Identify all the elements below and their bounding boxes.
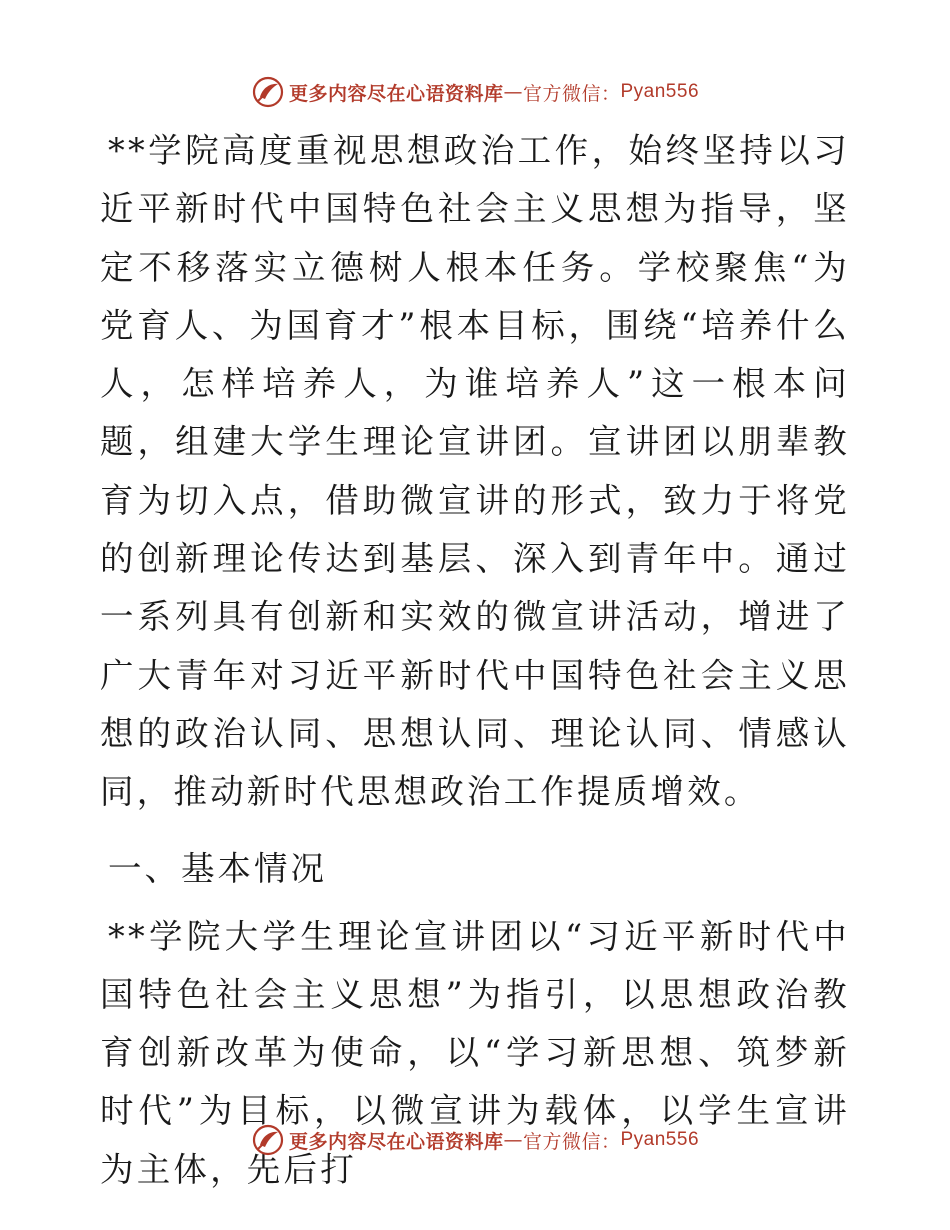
brand-logo-icon xyxy=(251,75,285,109)
document-body xyxy=(100,122,850,1199)
brand-logo-icon xyxy=(251,1123,285,1157)
banner-separator: — xyxy=(503,1129,523,1151)
footer-banner xyxy=(0,1120,950,1160)
banner-brand-text: 更多内容尽在心语资料库 xyxy=(288,82,504,105)
banner-brand-text: 更多内容尽在心语资料库 xyxy=(288,1130,504,1153)
banner-wechat-label: 官方微信： xyxy=(522,1130,621,1153)
banner-separator: — xyxy=(503,81,523,103)
banner-wechat-handle: Pyan556 xyxy=(620,1129,700,1150)
section-heading: 一、基本情况 xyxy=(108,848,327,888)
header-banner xyxy=(0,72,950,112)
banner-wechat-handle: Pyan556 xyxy=(620,81,700,102)
paragraph-intro: **学院高度重视思想政治工作，始终坚持以习近平新时代中国特色社会主义思想为指导，坚定不移落实立德树人根本任务。学校聚焦“为党育人、为国育才”根本目标，围绕“培养什么人，怎样培养人，为谁培养人”这一根本问题，组建大学生理论宣讲团。宣讲团以朋辈教育为切入点，借助微宣讲的形式，致力于将党的创新理论传达到基层、深入到青年中。通过一系列具有创新和实效的微宣讲活动，增进了广大青年对习近平新时代中国特色社会主义思想的政治认同、思想认同、理论认同、情感认同，推动新时代思想政治工作提质增效。 xyxy=(100,131,850,812)
paragraph-basic-situation: **学院大学生理论宣讲团以“习近平新时代中国特色社会主义思想”为指引，以思想政治教育创新改革为使命，以“学习新思想、筑梦新时代”为目标，以微宣讲为载体，以学生宣讲为主体，先后打 xyxy=(100,916,850,1189)
banner-wechat-label: 官方微信： xyxy=(522,82,621,105)
